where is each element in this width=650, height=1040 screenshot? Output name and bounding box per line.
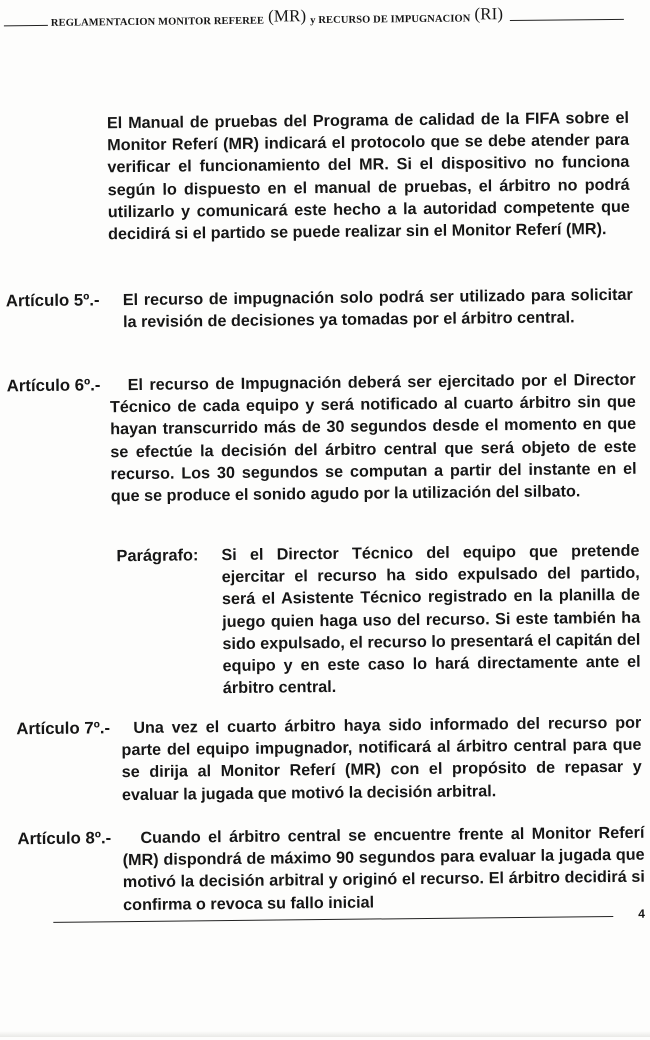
header-mr: (MR) bbox=[267, 6, 307, 26]
header-ri: (RI) bbox=[474, 4, 504, 24]
intro-paragraph: El Manual de pruebas del Programa de calidad de la FIFA sobre el Monitor Referí (MR) indicará el protocolo que se debe atender para verificar el funcionamiento del MR. Si el dispositivo no funciona según lo dispuesto en el manual de pruebas, el árbitro no podrá utilizarlo y comunicará este hecho a la autoridad competente que decidirá si el partido se puede realizar sin el Monitor Referí (MR). bbox=[106, 108, 630, 244]
article-5-text: El recurso de impugnación solo podrá ser utilizado para solicitar la revisión de decisiones ya tomadas por el árbitro central. bbox=[122, 285, 633, 332]
article-7-text: Una vez el cuarto árbitro haya sido informado del recurso por parte del equipo impugnador, notificará al árbitro central para que se dirija al Monitor Referí (MR) con el propósito de repasar y evaluar la jugada que motivó la decisión arbitral. bbox=[121, 713, 642, 804]
paragrafo-label: Parágrafo: bbox=[116, 546, 199, 566]
article-5-label: Artículo 5º.- bbox=[5, 290, 100, 311]
page-number: 4 bbox=[638, 906, 646, 921]
header-title: REGLAMENTACION MONITOR REFEREE bbox=[50, 15, 265, 29]
running-header bbox=[4, 3, 624, 29]
footer-rule bbox=[53, 916, 613, 923]
paragrafo-text: Si el Director Técnico del equipo que pretende ejercitar el recurso ha sido expulsado del partido, será el Asistente Técnico registrado en la planilla de juego quien haga uso del recurso. Si este también ha sido expulsado, el recurso lo presentará el capitán del equipo y en este caso lo hará directamente ante el árbitro central. bbox=[221, 541, 641, 698]
article-6-text: El recurso de Impugnación deberá ser ejercitado por el Director Técnico de cada equipo y será notificado al cuarto árbitro sin que hayan transcurrido más de 30 segundos desde el momento en que se efectúe la decisión del árbitro central que será objeto de este recurso. Los 30 segundos se computan a partir del instante en el que se produce el sonido agudo por la utilización del silbato. bbox=[109, 370, 637, 506]
article-6-label: Artículo 6º.- bbox=[6, 375, 101, 396]
header-rule-right bbox=[510, 19, 624, 21]
header-subtitle: y RECURSO DE IMPUGNACION bbox=[310, 13, 471, 27]
scan-bottom-edge bbox=[0, 1031, 650, 1037]
article-7-label: Artículo 7º.- bbox=[16, 718, 111, 739]
article-8-text: Cuando el árbitro central se encuentre frente al Monitor Referí (MR) dispondrá de máximo 90 segundos para evaluar la jugada que motivó la decisión arbitral y originó el recurso. El árbitro decidirá si confirma o revoca su fallo inicial bbox=[122, 823, 645, 914]
header-rule-left bbox=[4, 25, 48, 26]
article-8-label: Artículo 8º.- bbox=[17, 828, 112, 849]
